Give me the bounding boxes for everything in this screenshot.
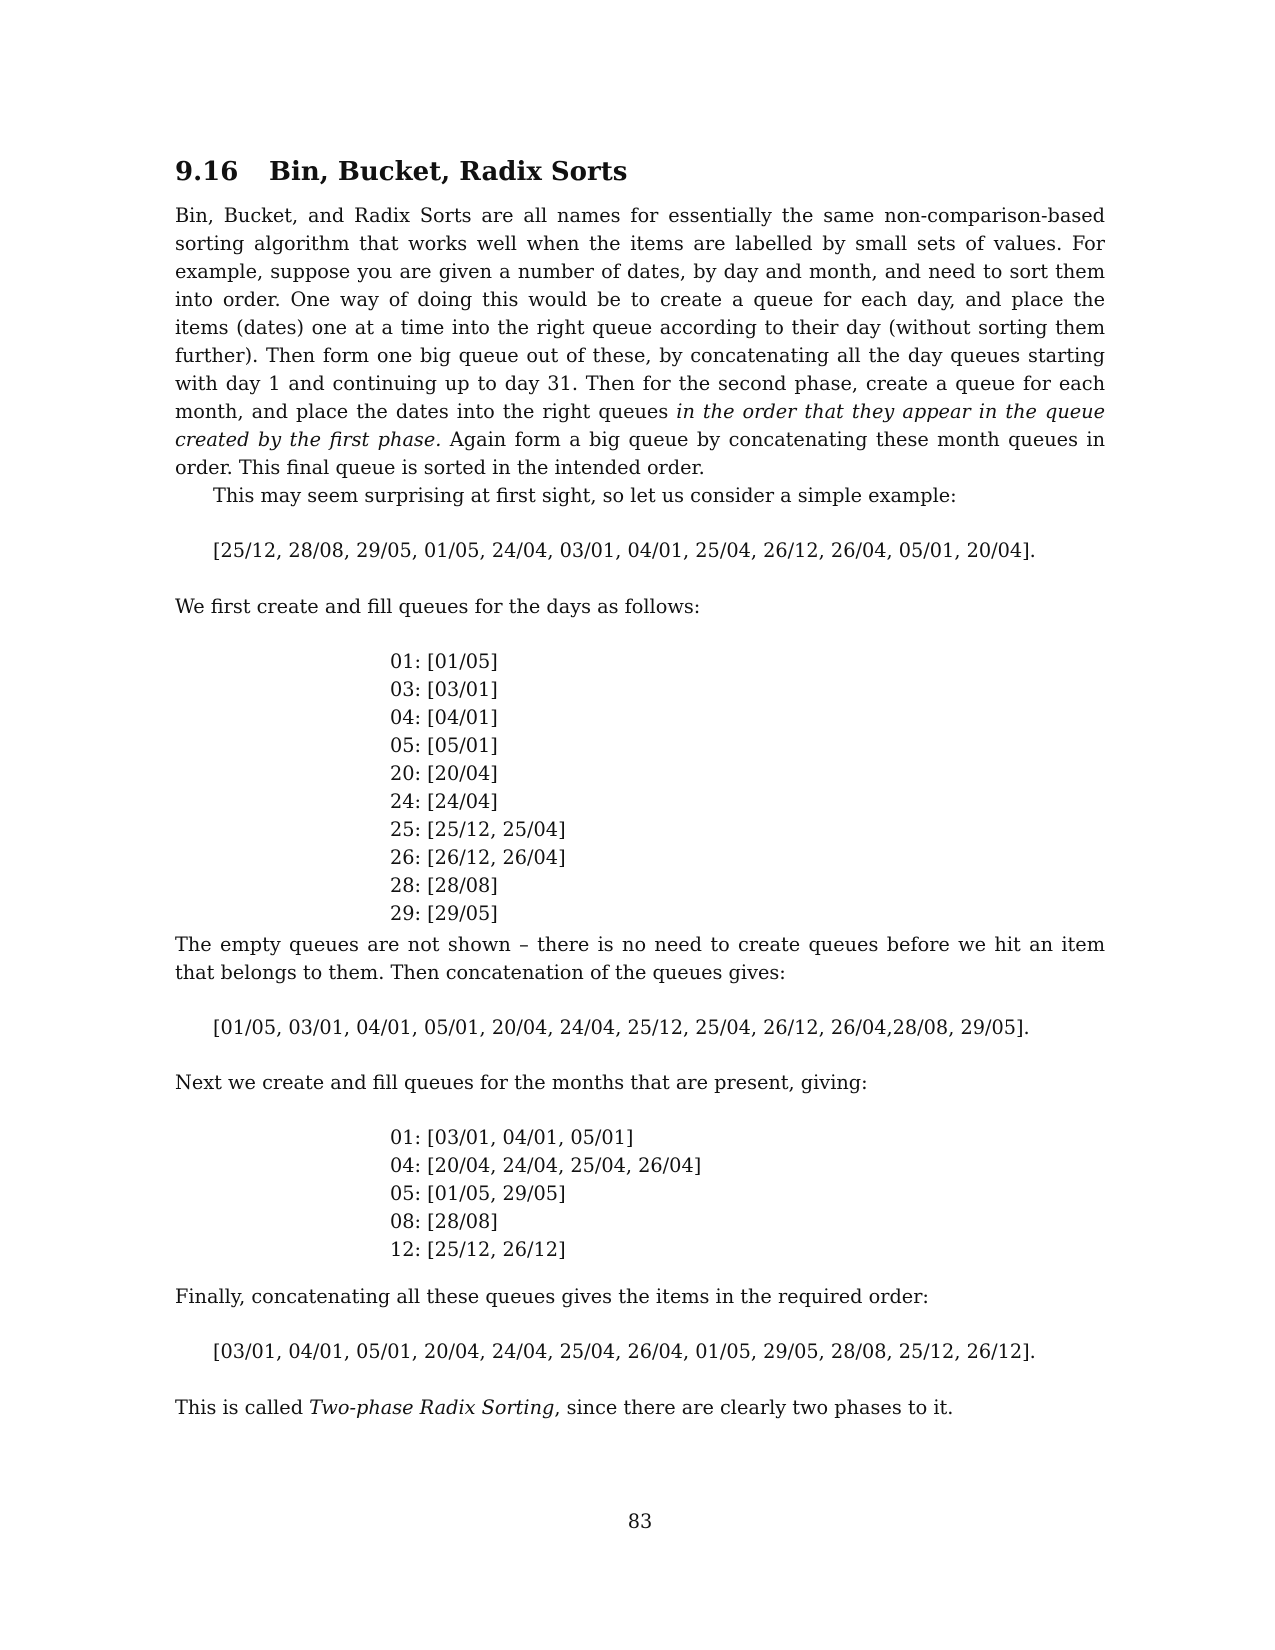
month-queue: 04: [20/04, 24/04, 25/04, 26/04] xyxy=(390,1154,702,1177)
example-intro-text: This may seem surprising at first sight, so let us consider a simple example: xyxy=(213,484,957,507)
intro-line-text: month, and place the dates into the right queues xyxy=(175,400,677,423)
months-intro-text: Next we create and fill queues for the months that are present, giving: xyxy=(175,1071,868,1094)
month-queue: 05: [01/05, 29/05] xyxy=(390,1182,566,1205)
intro-line-text: Again form a big queue by concatenating these month queues in xyxy=(441,428,1105,451)
day-queue: 28: [28/08] xyxy=(390,874,498,897)
closing-text: This is called xyxy=(175,1396,310,1419)
days-intro-text: We first create and fill queues for the days as follows: xyxy=(175,595,701,618)
intro-paragraph xyxy=(175,202,1105,482)
day-queue: 20: [20/04] xyxy=(390,762,498,785)
day-queue: 05: [05/01] xyxy=(390,734,498,757)
intro-line: sorting algorithm that works well when the items are labelled by small sets of values. For xyxy=(175,232,1105,255)
day-queue: 01: [01/05] xyxy=(390,650,498,673)
intro-line: further). Then form one big queue out of these, by concatenating all the day queues starting xyxy=(175,344,1105,367)
intro-emphasis: in the order that they appear in the queue xyxy=(676,400,1105,423)
day-queues-list xyxy=(390,648,566,928)
intro-line: Bin, Bucket, and Radix Sorts are all names for essentially the same non-comparison-based xyxy=(175,204,1105,227)
document-page xyxy=(175,0,1105,1650)
intro-line: into order. One way of doing this would be to create a queue for each day, and place the xyxy=(175,288,1105,311)
day-queue: 03: [03/01] xyxy=(390,678,498,701)
concat-days-list: [01/05, 03/01, 04/01, 05/01, 20/04, 24/04, 25/12, 25/04, 26/12, 26/04,28/08, 29/05]. xyxy=(213,1016,1030,1039)
month-queue: 12: [25/12, 26/12] xyxy=(390,1238,566,1261)
intro-emphasis: created by the first phase. xyxy=(175,428,442,451)
section-title: Bin, Bucket, Radix Sorts xyxy=(269,157,628,187)
example-intro xyxy=(175,482,1105,510)
section-number: 9.16 xyxy=(175,157,239,187)
section-heading xyxy=(175,155,627,189)
month-queue: 08: [28/08] xyxy=(390,1210,498,1233)
closing-emphasis: Two-phase Radix Sorting xyxy=(309,1396,555,1419)
intro-line xyxy=(175,426,1105,454)
month-queue: 01: [03/01, 04/01, 05/01] xyxy=(390,1126,634,1149)
page-number: 83 xyxy=(627,1510,653,1533)
day-queue: 26: [26/12, 26/04] xyxy=(390,846,566,869)
month-queues-list xyxy=(390,1124,701,1264)
closing-sentence xyxy=(175,1394,1105,1422)
example-list: [25/12, 28/08, 29/05, 01/05, 24/04, 03/01, 04/01, 25/04, 26/12, 26/04, 05/01, 20/04]. xyxy=(213,539,1036,562)
days-intro xyxy=(175,593,1105,621)
intro-line: items (dates) one at a time into the right queue according to their day (without sorting them xyxy=(175,316,1105,339)
final-sorted-list: [03/01, 04/01, 05/01, 20/04, 24/04, 25/04, 26/04, 01/05, 29/05, 28/08, 25/12, 26/12]. xyxy=(213,1340,1036,1363)
day-queue: 29: [29/05] xyxy=(390,902,498,925)
day-queue: 04: [04/01] xyxy=(390,706,498,729)
months-intro xyxy=(175,1069,1105,1097)
intro-line: with day 1 and continuing up to day 31. Then for the second phase, create a queue for each xyxy=(175,372,1105,395)
day-queue: 25: [25/12, 25/04] xyxy=(390,818,566,841)
empty-queues-note xyxy=(175,931,1105,987)
intro-line: example, suppose you are given a number of dates, by day and month, and need to sort them xyxy=(175,260,1105,283)
closing-line xyxy=(175,1394,1105,1422)
final-intro xyxy=(175,1283,1105,1311)
intro-line xyxy=(175,398,1105,426)
final-intro-text: Finally, concatenating all these queues gives the items in the required order: xyxy=(175,1285,929,1308)
intro-line: order. This final queue is sorted in the intended order. xyxy=(175,456,705,479)
day-queue: 24: [24/04] xyxy=(390,790,498,813)
empty-note-line: that belongs to them. Then concatenation of the queues gives: xyxy=(175,961,786,984)
empty-note-line: The empty queues are not shown – there is no need to create queues before we hit an item xyxy=(175,933,1105,956)
closing-text: , since there are clearly two phases to it. xyxy=(554,1396,954,1419)
